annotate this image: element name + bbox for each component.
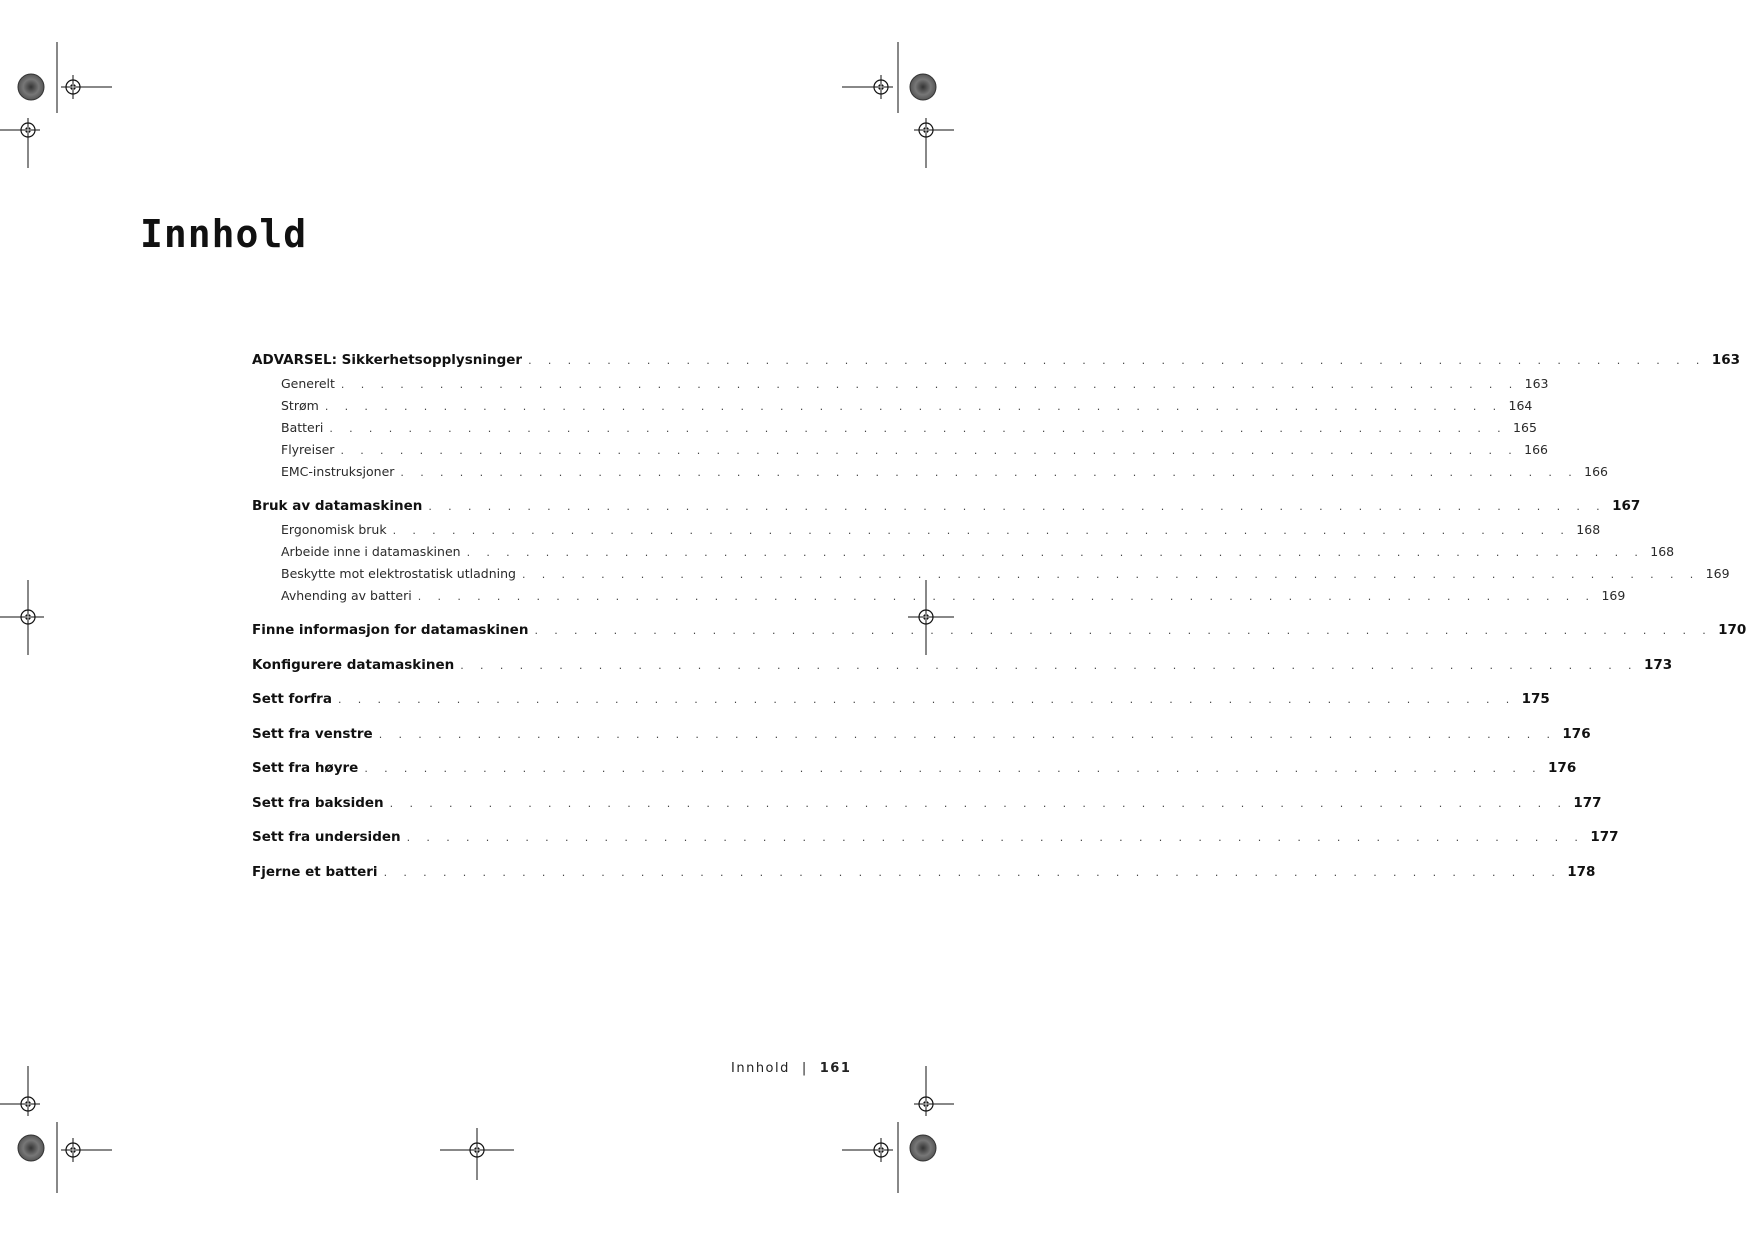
toc-section-entry[interactable] (252, 691, 1550, 713)
toc-entry-label: Sett fra baksiden (252, 794, 384, 811)
toc-page-number: 168 (1576, 522, 1601, 537)
toc-section-entry[interactable] (252, 498, 1641, 520)
toc-entry-label: EMC-instruksjoner (281, 464, 395, 479)
toc-entry-label: Sett fra undersiden (252, 829, 401, 845)
toc-entry-label: Sett fra venstre (252, 725, 373, 742)
toc-entry-label: Ergonomisk bruk (281, 522, 387, 537)
toc-page-number: 163 (1711, 352, 1740, 368)
toc-page-number: 169 (1601, 588, 1626, 603)
toc-page-number: 170 (1718, 622, 1746, 638)
toc-subsection-entry[interactable] (252, 398, 1533, 420)
toc-section-entry[interactable] (252, 794, 1602, 817)
dot-leader: . . . . . . . . . . . . . . . . . . . . . . . . . . . . . . . . . . . . . . . . . . . . . . . . . . . . . . . . . . . . (392, 524, 1571, 537)
toc-section-entry[interactable] (252, 829, 1619, 851)
dot-leader: . . . . . . . . . . . . . . . . . . . . . . . . . . . . . . . . . . . . . . . . . . . . . . . . . . . . . . . . . . . . (521, 568, 1700, 581)
toc-subsection-entry[interactable] (252, 522, 1601, 544)
toc-entry-label: Finne informasjon for datamaskinen (252, 622, 529, 638)
toc-page-number: 175 (1521, 691, 1550, 707)
page-footer (731, 1061, 851, 1076)
toc-page-number: 169 (1705, 566, 1730, 581)
dot-leader: . . . . . . . . . . . . . . . . . . . . . . . . . . . . . . . . . . . . . . . . . . . . . . . . . . . . . . . . . . . . (378, 727, 1557, 741)
toc-entry-label: Flyreiser (281, 442, 335, 457)
toc-section-entry[interactable] (252, 656, 1673, 679)
toc-entry-label: Beskytte mot elektrostatisk utladning (281, 566, 516, 581)
toc-subsection-entry[interactable] (252, 588, 1626, 610)
toc-section-entry[interactable] (252, 863, 1596, 886)
table-of-contents (252, 352, 1746, 898)
dot-leader: . . . . . . . . . . . . . . . . . . . . . . . . . . . . . . . . . . . . . . . . . . . . . . . . . . . . . . . . . . . . (417, 590, 1596, 603)
toc-subsection-entry[interactable] (252, 544, 1675, 566)
toc-page-number: 176 (1562, 725, 1591, 742)
toc-entry-label: Bruk av datamaskinen (252, 498, 423, 514)
dot-leader: . . . . . . . . . . . . . . . . . . . . . . . . . . . . . . . . . . . . . . . . . . . . . . . . . . . . . . . . . . . . (383, 865, 1562, 879)
dot-leader: . . . . . . . . . . . . . . . . . . . . . . . . . . . . . . . . . . . . . . . . . . . . . . . . . . . . . . . . . . . . (340, 444, 1519, 457)
toc-entry-label: Sett fra høyre (252, 760, 359, 776)
toc-entry-label: ADVARSEL: Sikkerhetsopplysninger (252, 352, 523, 368)
toc-page-number: 178 (1567, 863, 1596, 880)
footer-section-title: Innhold (731, 1061, 790, 1076)
page-title: Innhold (140, 212, 308, 256)
toc-page-number: 166 (1584, 464, 1608, 479)
toc-section-entry[interactable] (252, 622, 1746, 644)
toc-page-number: 167 (1612, 498, 1641, 514)
toc-page-number: 177 (1573, 794, 1602, 811)
toc-subsection-entry[interactable] (252, 464, 1608, 486)
toc-entry-label: Konfigurere datamaskinen (252, 656, 455, 673)
toc-page-number: 176 (1548, 760, 1577, 776)
color-target-top-right (910, 74, 936, 100)
dot-leader: . . . . . . . . . . . . . . . . . . . . . . . . . . . . . . . . . . . . . . . . . . . . . . . . . . . . . . . . . . . . (400, 466, 1579, 479)
toc-page-number: 166 (1524, 442, 1548, 457)
dot-leader: . . . . . . . . . . . . . . . . . . . . . . . . . . . . . . . . . . . . . . . . . . . . . . . . . . . . . . . . . . . . (364, 762, 1543, 775)
dot-leader: . . . . . . . . . . . . . . . . . . . . . . . . . . . . . . . . . . . . . . . . . . . . . . . . . . . . . . . . . . . . (389, 796, 1568, 810)
toc-subsection-entry[interactable] (252, 376, 1549, 398)
color-target-top-left (18, 74, 44, 100)
toc-section-entry[interactable] (252, 725, 1591, 748)
toc-entry-label: Avhending av batteri (281, 588, 412, 603)
toc-section-entry[interactable] (252, 352, 1740, 374)
dot-leader: . . . . . . . . . . . . . . . . . . . . . . . . . . . . . . . . . . . . . . . . . . . . . . . . . . . . . . . . . . . . (340, 378, 1519, 391)
dot-leader: . . . . . . . . . . . . . . . . . . . . . . . . . . . . . . . . . . . . . . . . . . . . . . . . . . . . . . . . . . . . (428, 500, 1607, 513)
toc-entry-label: Arbeide inne i datamaskinen (281, 544, 461, 559)
toc-page-number: 173 (1643, 656, 1673, 673)
color-target-bottom-right (910, 1135, 936, 1161)
toc-entry-label: Generelt (281, 376, 335, 391)
footer-separator: | (801, 1061, 808, 1076)
color-target-bottom-left (18, 1135, 44, 1161)
dot-leader: . . . . . . . . . . . . . . . . . . . . . . . . . . . . . . . . . . . . . . . . . . . . . . . . . . . . . . . . . . . . (324, 400, 1503, 413)
toc-entry-label: Fjerne et batteri (252, 863, 378, 880)
toc-page-number: 164 (1508, 398, 1533, 413)
toc-page-number: 163 (1524, 376, 1549, 391)
toc-subsection-entry[interactable] (252, 442, 1548, 464)
dot-leader: . . . . . . . . . . . . . . . . . . . . . . . . . . . . . . . . . . . . . . . . . . . . . . . . . . . . . . . . . . . . (460, 658, 1638, 672)
dot-leader: . . . . . . . . . . . . . . . . . . . . . . . . . . . . . . . . . . . . . . . . . . . . . . . . . . . . . . . . . . . . (337, 693, 1516, 706)
dot-leader: . . . . . . . . . . . . . . . . . . . . . . . . . . . . . . . . . . . . . . . . . . . . . . . . . . . . . . . . . . . . (466, 546, 1645, 559)
toc-subsection-entry[interactable] (252, 566, 1730, 588)
toc-subsection-entry[interactable] (252, 420, 1537, 442)
footer-page-number: 161 (819, 1061, 852, 1076)
dot-leader: . . . . . . . . . . . . . . . . . . . . . . . . . . . . . . . . . . . . . . . . . . . . . . . . . . . . . . . . . . . . (534, 624, 1713, 637)
toc-entry-label: Strøm (281, 398, 319, 413)
toc-page-number: 168 (1650, 544, 1675, 559)
dot-leader: . . . . . . . . . . . . . . . . . . . . . . . . . . . . . . . . . . . . . . . . . . . . . . . . . . . . . . . . . . . . (406, 831, 1585, 844)
dot-leader: . . . . . . . . . . . . . . . . . . . . . . . . . . . . . . . . . . . . . . . . . . . . . . . . . . . . . . . . . . . . (528, 354, 1706, 367)
toc-entry-label: Batteri (281, 420, 324, 435)
toc-entry-label: Sett forfra (252, 691, 332, 707)
toc-section-entry[interactable] (252, 760, 1577, 782)
toc-page-number: 177 (1590, 829, 1619, 845)
toc-page-number: 165 (1513, 420, 1537, 435)
dot-leader: . . . . . . . . . . . . . . . . . . . . . . . . . . . . . . . . . . . . . . . . . . . . . . . . . . . . . . . . . . . . (329, 422, 1508, 435)
